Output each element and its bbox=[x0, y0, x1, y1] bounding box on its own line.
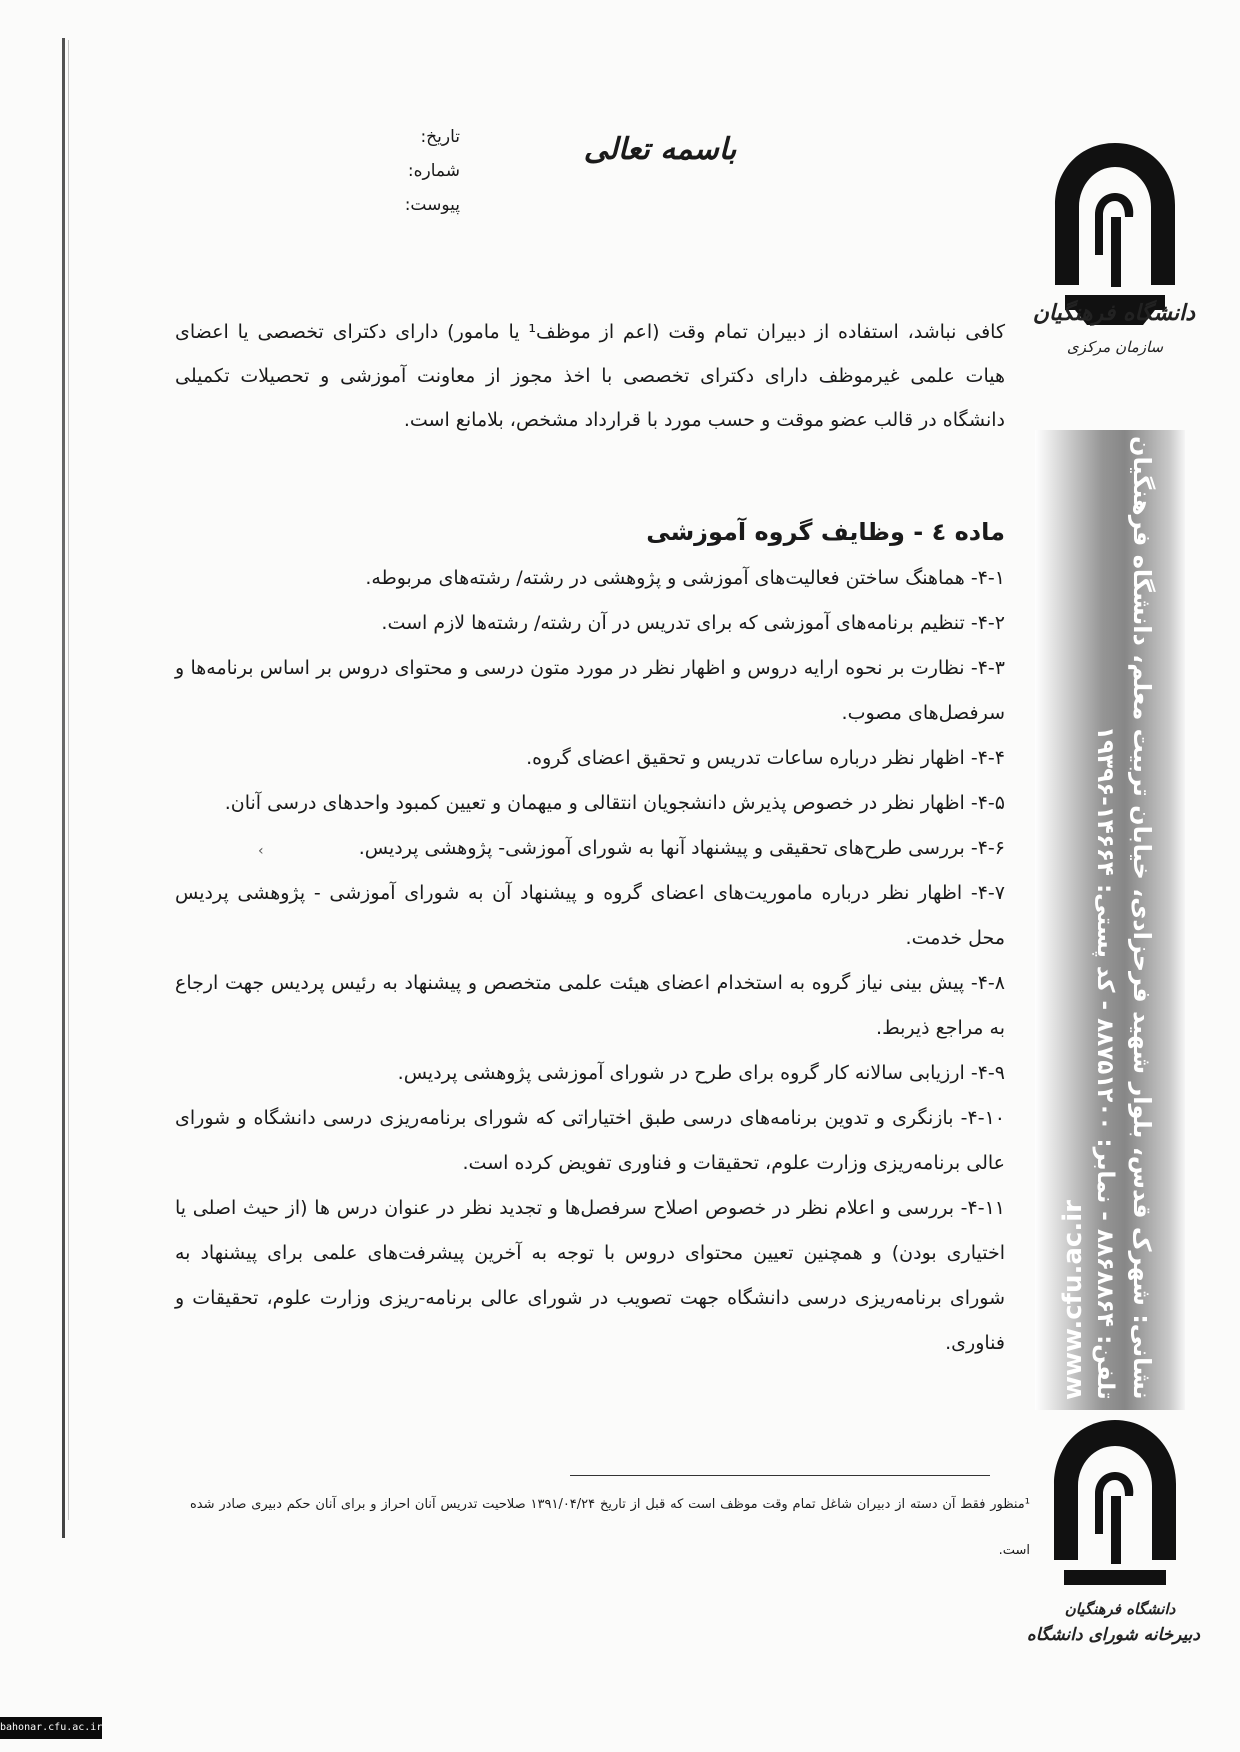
scan-edge-line bbox=[62, 38, 65, 1538]
contact-address: نشانی: شهرک قدس، بلوار شهید فرحزادی، خیابان تربیت معلم، دانشگاه فرهنگیان bbox=[1128, 436, 1156, 1400]
clause-item: ۴-۲- تنظیم برنامه‌های آموزشی که برای تدریس در آن رشته/ رشته‌ها لازم است. bbox=[381, 612, 1005, 634]
bottom-logo-org-name: دانشگاه فرهنگیان bbox=[1064, 1600, 1176, 1618]
meta-attachment-label: پیوست: bbox=[404, 195, 460, 215]
basmala-heading: باسمه تعالی bbox=[583, 132, 737, 167]
source-watermark: bahonar.cfu.ac.ir bbox=[0, 1717, 102, 1739]
article-title: ماده ٤ - وظایف گروه آموزشی bbox=[646, 518, 1005, 546]
footnote-text: ¹منظور فقط آن دسته از دبیران شاغل تمام وقت موظف است که قبل از تاریخ ۱۳۹۱/۰۴/۲۴ صلاحیت تدریس آنان احراز و برای آنان حکم دبیری صادر شده است. bbox=[190, 1497, 1030, 1558]
meta-date-label: تاریخ: bbox=[420, 127, 460, 147]
footnote-divider bbox=[570, 1475, 990, 1476]
letter-meta-block bbox=[300, 120, 460, 222]
meta-number-label: شماره: bbox=[407, 161, 460, 181]
clause-item: ۴-۴- اظهار نظر درباره ساعات تدریس و تحقیق اعضای گروه. bbox=[526, 747, 1005, 769]
contact-side-text bbox=[1050, 436, 1170, 1400]
scan-edge-line-secondary bbox=[68, 40, 69, 1520]
bottom-logo-org-subtitle: دبیرخانه شورای دانشگاه bbox=[1026, 1625, 1200, 1645]
clause-item: ۴-۵- اظهار نظر در خصوص پذیرش دانشجویان انتقالی و میهمان و تعیین کمبود واحدهای درسی آنان. bbox=[224, 792, 1005, 814]
contact-website: www.cfu.ac.ir bbox=[1058, 1200, 1088, 1400]
university-logo-icon bbox=[1045, 135, 1185, 370]
clause-item: ۴-۱۱- بررسی و اعلام نظر در خصوص اصلاح سرفصل‌ها و تجدید نظر در عنوان درس ها (از حیث اصلی یا اختیاری بودن) و همچنین تعیین محتوای دروس با توجه به آخرین پیشرفت‌های علمی برای پیشنهاد به شورای برنامه‌ریزی درسی دانشگاه جهت تصویب در شورای عالی برنامه-ریزی وزارت علوم، تحقیقات و فناوری. bbox=[175, 1197, 1005, 1354]
clause-item: ۴-۶- بررسی طرح‌های تحقیقی و پیشنهاد آنها به شورای آموزشی- پژوهشی پردیس. bbox=[358, 837, 1005, 859]
clause-item: ۴-۱۰- بازنگری و تدوین برنامه‌های درسی طبق اختیاراتی که شورای برنامه‌ریزی درسی دانشگاه و شورای عالی برنامه‌ریزی وزارت علوم، تحقیقات و فناوری تفویض کرده است. bbox=[175, 1107, 1005, 1174]
clause-item: ۴-۷- اظهار نظر درباره ماموریت‌های اعضای گروه و پیشنهاد آن به شورای آموزشی - پژوهشی پردیس محل خدمت. bbox=[175, 882, 1005, 949]
clause-item: ۴-۳- نظارت بر نحوه ارایه دروس و اظهار نظر در مورد متون درسی و محتوای دروس بر اساس برنامه‌ها و سرفصل‌های مصوب. bbox=[175, 657, 1005, 724]
intro-paragraph: کافی نباشد، استفاده از دبیران تمام وقت (اعم از موظف¹ یا مامور) دارای دکترای تخصصی یا اعضای هیات علمی غیرموظف دارای دکترای تخصصی با اخذ مجوز از معاونت آموزشی و تحصیلات تکمیلی دانشگاه در قالب عضو موقت و حسب مورد با قرارداد مشخص، بلامانع است. bbox=[175, 321, 1005, 431]
logo-org-name: دانشگاه فرهنگیان bbox=[1032, 300, 1195, 326]
clause-item: ۴-۹- ارزیابی سالانه کار گروه برای طرح در شورای آموزشی پژوهشی پردیس. bbox=[397, 1062, 1005, 1084]
logo-org-subtitle: سازمان مرکزی bbox=[1066, 338, 1164, 356]
clause-item: ۴-۸- پیش بینی نیاز گروه به استخدام اعضای هیئت علمی متخصص و پیشنهاد به رئیس پردیس جهت ارجاع به مراجع ذیربط. bbox=[175, 972, 1005, 1039]
contact-phones: تلفن: ۸۸۶۸۸۶۴ - نمابر: ۸۸۷۵۱۲۰۰ - کد پستی: ۱۴۶۶۴-۱۹۳۹۶ bbox=[1092, 726, 1118, 1400]
document-body bbox=[175, 310, 1005, 1366]
scan-speck: › bbox=[258, 843, 264, 859]
clause-item: ۴-۱- هماهنگ ساختن فعالیت‌های آموزشی و پژوهشی در رشته/ رشته‌های مربوطه. bbox=[365, 567, 1005, 589]
